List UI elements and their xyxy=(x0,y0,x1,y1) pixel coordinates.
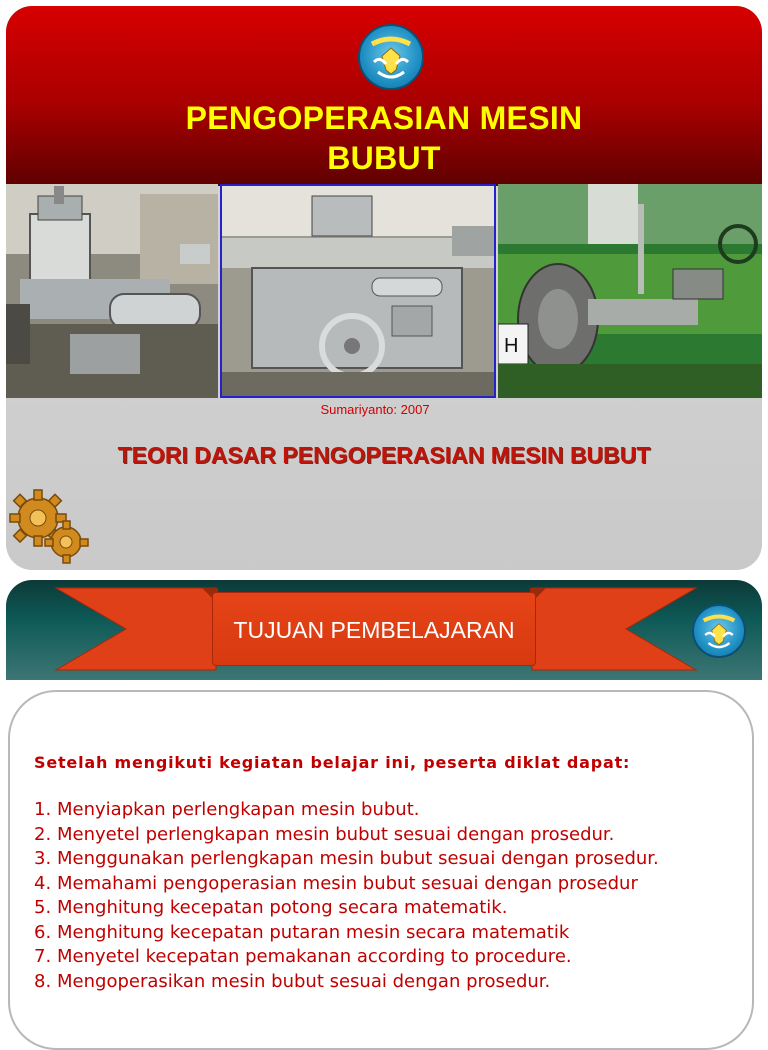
objectives-header xyxy=(6,580,762,680)
objective-number: 5. xyxy=(34,897,52,918)
objective-number: 6. xyxy=(34,921,52,943)
objective-number: 3. xyxy=(34,848,52,869)
objective-text: Memahami pengoperasian mesin bubut sesuai dengan prosedur xyxy=(57,872,638,894)
list-item xyxy=(34,798,734,823)
objective-number: 8. xyxy=(34,970,52,992)
title-line-2: BUBUT xyxy=(327,140,441,176)
lathe-toolpost-photo xyxy=(6,184,218,398)
objective-number: 7. xyxy=(34,946,52,967)
title-header xyxy=(6,6,762,186)
objective-text: Menghitung kecepatan potong secara matematik. xyxy=(57,897,508,918)
objective-number: 1. xyxy=(34,799,52,820)
lathe-carriage-photo xyxy=(220,184,496,398)
svg-text:H: H xyxy=(504,335,519,357)
tut-wuri-handayani-logo xyxy=(692,604,746,658)
section-banner: TUJUAN PEMBELAJARAN xyxy=(212,592,536,666)
list-item xyxy=(34,847,734,872)
tut-wuri-handayani-logo xyxy=(358,24,424,90)
gears-icon xyxy=(8,488,98,570)
objective-number: 4. xyxy=(34,872,52,894)
subtitle: TEORI DASAR PENGOPERASIAN MESIN BUBUT xyxy=(117,442,651,468)
objective-text: Mengoperasikan mesin bubut sesuai dengan prosedur. xyxy=(57,970,551,992)
list-item xyxy=(34,872,734,897)
objective-text: Menyiapkan perlengkapan mesin bubut. xyxy=(57,799,420,820)
list-item xyxy=(34,921,734,946)
list-item xyxy=(34,970,734,995)
title-line-1: PENGOPERASIAN MESIN xyxy=(185,100,583,136)
lathe-chuck-photo xyxy=(498,184,762,398)
list-item xyxy=(34,945,734,970)
objective-text: Menggunakan perlengkapan mesin bubut sesuai dengan prosedur. xyxy=(57,848,659,869)
list-item xyxy=(34,823,734,848)
objective-text: Menghitung kecepatan putaran mesin secara matematik xyxy=(57,921,570,943)
objectives-list xyxy=(34,798,734,994)
slide-title xyxy=(6,6,762,570)
objective-text: Menyetel kecepatan pemakanan according to procedure. xyxy=(57,946,572,967)
page-title xyxy=(6,98,762,178)
objective-number: 2. xyxy=(34,823,52,845)
list-item xyxy=(34,896,734,921)
author-credit: Sumariyanto: 2007 xyxy=(320,402,430,417)
objective-text: Menyetel perlengkapan mesin bubut sesuai dengan prosedur. xyxy=(57,823,615,845)
objectives-intro: Setelah mengikuti kegiatan belajar ini, peserta diklat dapat: xyxy=(34,753,631,772)
